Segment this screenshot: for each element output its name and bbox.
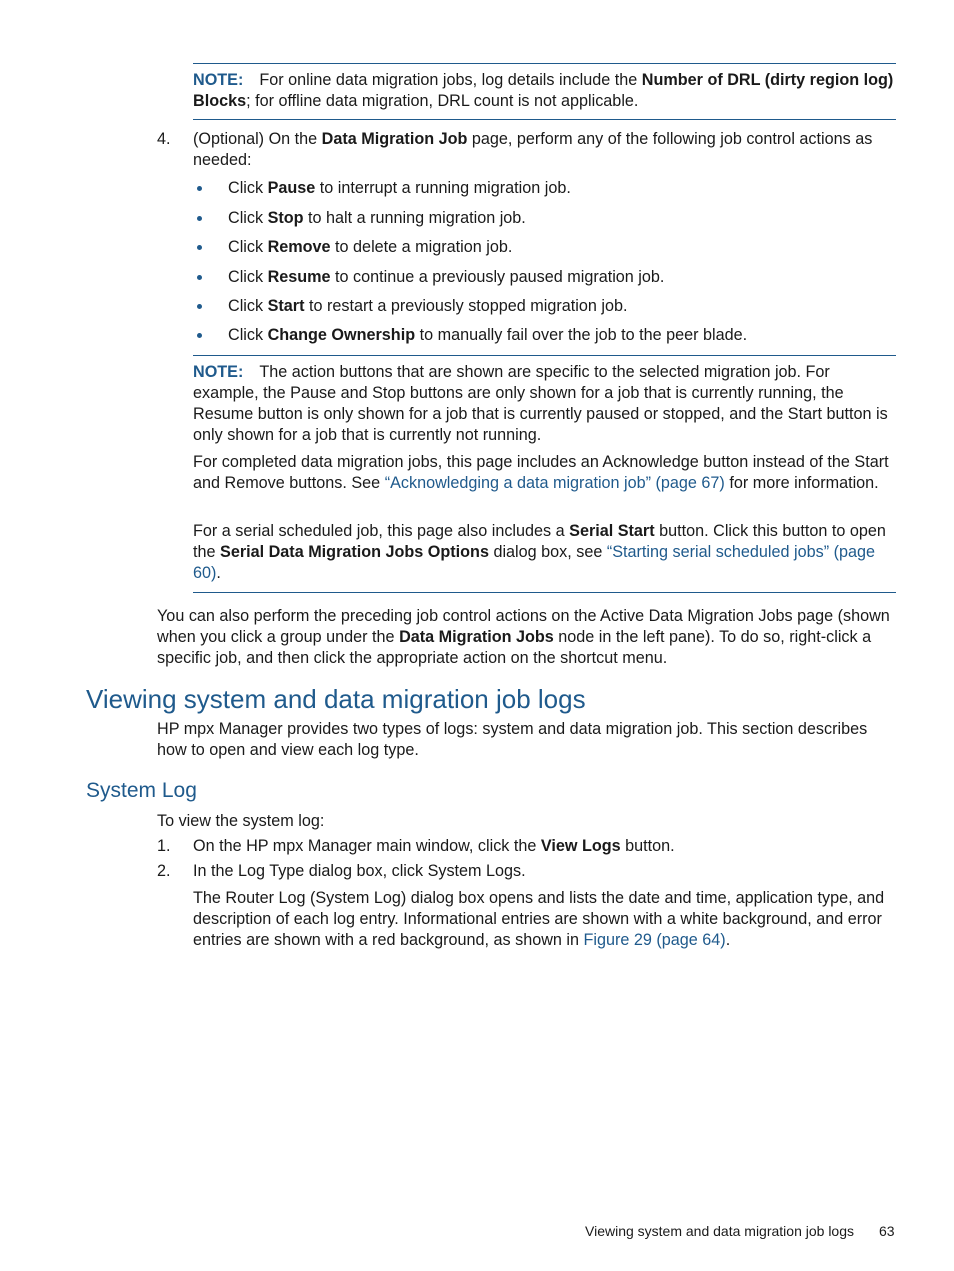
page-number: 63 <box>879 1223 895 1239</box>
note-action-buttons-text: NOTE: The action buttons that are shown are specific to the selected migration job. For example, the Pause and Stop buttons are only shown for a job that is currently running, the Resume button is only shown for a job that is currently paused or stopped, and the Start button is only shown for a job that is currently not running. <box>193 363 888 444</box>
note-box-action-buttons <box>193 355 896 593</box>
bullet-icon <box>197 333 202 338</box>
subsection-heading: System Log <box>86 779 197 802</box>
list-item: Click Resume to continue a previously paused migration job. <box>193 267 896 288</box>
step-number: 4. <box>157 130 171 148</box>
list-item: Click Remove to delete a migration job. <box>193 237 896 258</box>
note-drl-text: NOTE: For online data migration jobs, log details include the Number of DRL (dirty region log) Blocks; for offline data migration, DRL count is not applicable. <box>193 71 894 110</box>
bullet-icon <box>197 245 202 250</box>
job-control-paragraph: You can also perform the preceding job control actions on the Active Data Migration Jobs page (shown when you click a group under the Data Migration Jobs node in the left pane). To do so, right-click a specific job, and then click the appropriate action on the shortcut menu. <box>157 607 890 667</box>
step-1-text: On the HP mpx Manager main window, click the View Logs button. <box>193 837 675 855</box>
bullet-icon <box>197 275 202 280</box>
list-item: Click Stop to halt a running migration job. <box>193 208 896 229</box>
step-4-text: (Optional) On the Data Migration Job page, perform any of the following job control actions as needed: <box>193 130 873 169</box>
section-heading: Viewing system and data migration job logs <box>86 684 586 714</box>
step-number: 1. <box>157 837 171 855</box>
bullet-icon <box>197 304 202 309</box>
figure-29-link[interactable]: Figure 29 (page 64) <box>583 931 726 949</box>
note-completed-jobs-text: For completed data migration jobs, this page includes an Acknowledge button instead of the Start and Remove buttons. See “Acknowledging a data migration job” (page 67) for more information. <box>193 453 889 492</box>
bullet-icon <box>197 186 202 191</box>
acknowledging-link[interactable]: “Acknowledging a data migration job” (page 67) <box>384 474 725 492</box>
list-item: Click Start to restart a previously stopped migration job. <box>193 296 896 317</box>
to-view-text: To view the system log: <box>157 812 325 830</box>
step-number: 2. <box>157 862 171 880</box>
footer-title: Viewing system and data migration job logs <box>585 1223 855 1239</box>
list-item: Click Pause to interrupt a running migration job. <box>193 178 896 199</box>
note-serial-job-text: For a serial scheduled job, this page also includes a Serial Start button. Click this button to open the Serial Data Migration Jobs Options dialog box, see “Starting serial scheduled jobs” (page 60). <box>193 522 886 582</box>
step-2-text: In the Log Type dialog box, click System Logs. <box>193 862 526 880</box>
list-item: Click Change Ownership to manually fail over the job to the peer blade. <box>193 325 896 346</box>
bullet-icon <box>197 216 202 221</box>
note-box-drl <box>193 63 896 120</box>
starting-serial-jobs-link[interactable]: “Starting serial scheduled jobs” (page 60) <box>193 543 875 582</box>
router-log-paragraph: The Router Log (System Log) dialog box opens and lists the date and time, application type, and description of each log entry. Informational entries are shown with a white background, and error entries are shown with a red background, as shown in Figure 29 (page 64). <box>193 889 885 949</box>
intro-paragraph: HP mpx Manager provides two types of logs: system and data migration job. This section describes how to open and view each log type. <box>157 720 868 759</box>
note-label: NOTE: <box>193 363 244 381</box>
note-label: NOTE: <box>193 71 244 89</box>
